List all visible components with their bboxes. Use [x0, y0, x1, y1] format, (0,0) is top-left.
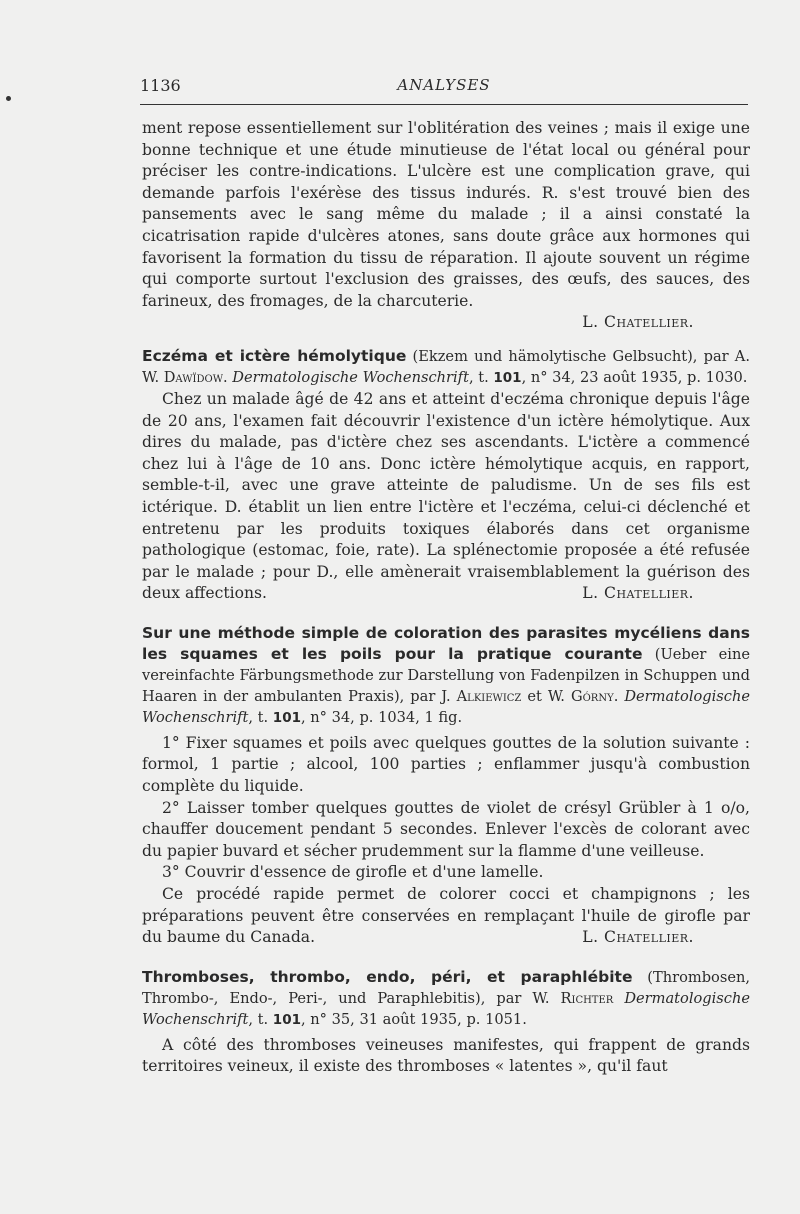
article2-signature: L. Chatellier.: [582, 928, 694, 947]
article3-heading: [142, 967, 750, 1031]
article1-heading: [142, 346, 750, 389]
article1-ref-sep: .: [222, 368, 233, 386]
article2-ref-end: , n° 34, p. 1034, 1 fig.: [300, 708, 463, 726]
page-body: [142, 118, 750, 1078]
article2-ref-start: (Ueber eine vereinfachte Färbungsmethode zur Darstellung von Fadenpilzen in Schuppen und Haaren in der ambulanten Praxis), par J.: [142, 645, 751, 705]
article1-body: [142, 389, 750, 605]
article2-conclusion-text: Ce procédé rapide permet de colorer cocci et champignons ; les préparations peuvent être conservées en remplaçant l'huile de girofle par du baume du Canada.: [142, 885, 750, 947]
article1-title: Eczéma et ictère hémolytique: [142, 346, 407, 365]
article1-ref-start: (Ekzem und hämolytische Gelbsucht), par A. W.: [142, 347, 750, 386]
article2-step-1: 1° Fixer squames et poils avec quelques gouttes de la solution suivante : formol, 1 partie ; alcool, 100 parties ; enflammer jusqu'à combustion complète du liquide.: [142, 733, 750, 796]
article1-volume: 101: [493, 369, 522, 386]
article3-vol-prefix: , t.: [248, 1010, 273, 1028]
page-header: [140, 76, 748, 100]
article1-body-text: Chez un malade âgé de 42 ans et atteint d'eczéma chronique depuis l'âge de 20 ans, l'examen fait découvrir l'existence d'un ictère hémolytique. Aux dires du malade, pas d'ictère chez ses ascendants. L'ictère a commencé chez lui à l'âge de 10 ans. Donc ictère hémolytique acquis, en rapport, semble-t-il, avec une grave atteinte de paludisme. Un de ses fils est ictérique. D. établit un lien entre l'ictère et l'eczéma, celui-ci déclenché et entretenu par les produits toxiques élaborés dans cet organisme pathologique (estomac, foie, rate). La splénectomie proposée a été refusée par le malade ; pour D., elle amènerait vraisemblablement la guérison des deux affections.: [142, 389, 750, 603]
article2-author2: Górny: [570, 687, 614, 705]
article1-author: Dawïdow: [163, 368, 223, 386]
article1-ref-end: , n° 34, 23 août 1935, p. 1030.: [521, 368, 748, 386]
article2-volume: 101: [272, 709, 301, 726]
article2-conclusion: [142, 884, 750, 949]
article2-ref-sep: .: [613, 687, 625, 705]
article1-signature: L. Chatellier.: [582, 584, 694, 603]
article1-vol-prefix: , t.: [468, 368, 494, 386]
margin-mark: [6, 96, 11, 101]
article2-heading: [142, 623, 750, 729]
article2-journal: Dermatologische Wochenschrift: [142, 687, 750, 726]
article2-step-2: 2° Laisser tomber quelques gouttes de violet de crésyl Grübler à 1 o/o, chauffer doucement pendant 5 secondes. Enlever l'excès de colorant avec du papier buvard et sécher prudemment sur la flamme d'une veilleuse.: [142, 798, 750, 860]
article2-step-3: 3° Couvrir d'essence de girofle et d'une lamelle.: [162, 863, 544, 882]
intro-signature: L. Chatellier.: [582, 313, 694, 332]
article3-volume: 101: [272, 1011, 301, 1028]
header-rule: [140, 104, 748, 105]
article3-author: Richter: [560, 989, 614, 1007]
running-title: ANALYSES: [397, 76, 491, 94]
article2-ref-mid: et W.: [521, 687, 571, 705]
article2-title: Sur une méthode simple de coloration des parasites mycéliens dans les squames et les poils pour la pratique courante: [142, 623, 750, 663]
article3-ref-start: (Thrombosen, Thrombo-, Endo-, Peri-, und Paraphlebitis), par W.: [142, 968, 750, 1007]
article2-vol-prefix: , t.: [248, 708, 273, 726]
page-number: 1136: [140, 76, 181, 95]
intro-paragraph: ment repose essentiellement sur l'oblitération des veines ; mais il exige une bonne technique et une étude minutieuse de l'état local ou général pour préciser les contre-indications. L'ulcère est une complication grave, qui demande parfois l'exérèse des tissus indurés. R. s'est trouvé bien des pansements avec le sang même du malade ; il a ainsi constaté la cicatrisation rapide d'ulcères atones, sans doute grâce aux hormones qui favorisent la formation du tissu de réparation. Il ajoute souvent un régime qui comporte surtout l'exclusion des graisses, des œufs, des sauces, des farineux, des fromages, de la charcuterie.: [142, 119, 750, 310]
article3-title: Thromboses, thrombo, endo, péri, et paraphlébite: [142, 967, 633, 986]
article3-journal: Dermatologische Wochenschrift: [142, 989, 750, 1028]
article3-ref-end: , n° 35, 31 août 1935, p. 1051.: [300, 1010, 527, 1028]
article2-author1: Alkiewicz: [456, 687, 522, 705]
article3-ref-sep: [613, 990, 624, 1007]
article1-journal: Dermatologische Wochenschrift: [232, 368, 469, 386]
article3-body: A côté des thromboses veineuses manifestes, qui frappent de grands territoires veineux, il existe des thromboses « latentes », qu'il faut: [142, 1035, 750, 1076]
